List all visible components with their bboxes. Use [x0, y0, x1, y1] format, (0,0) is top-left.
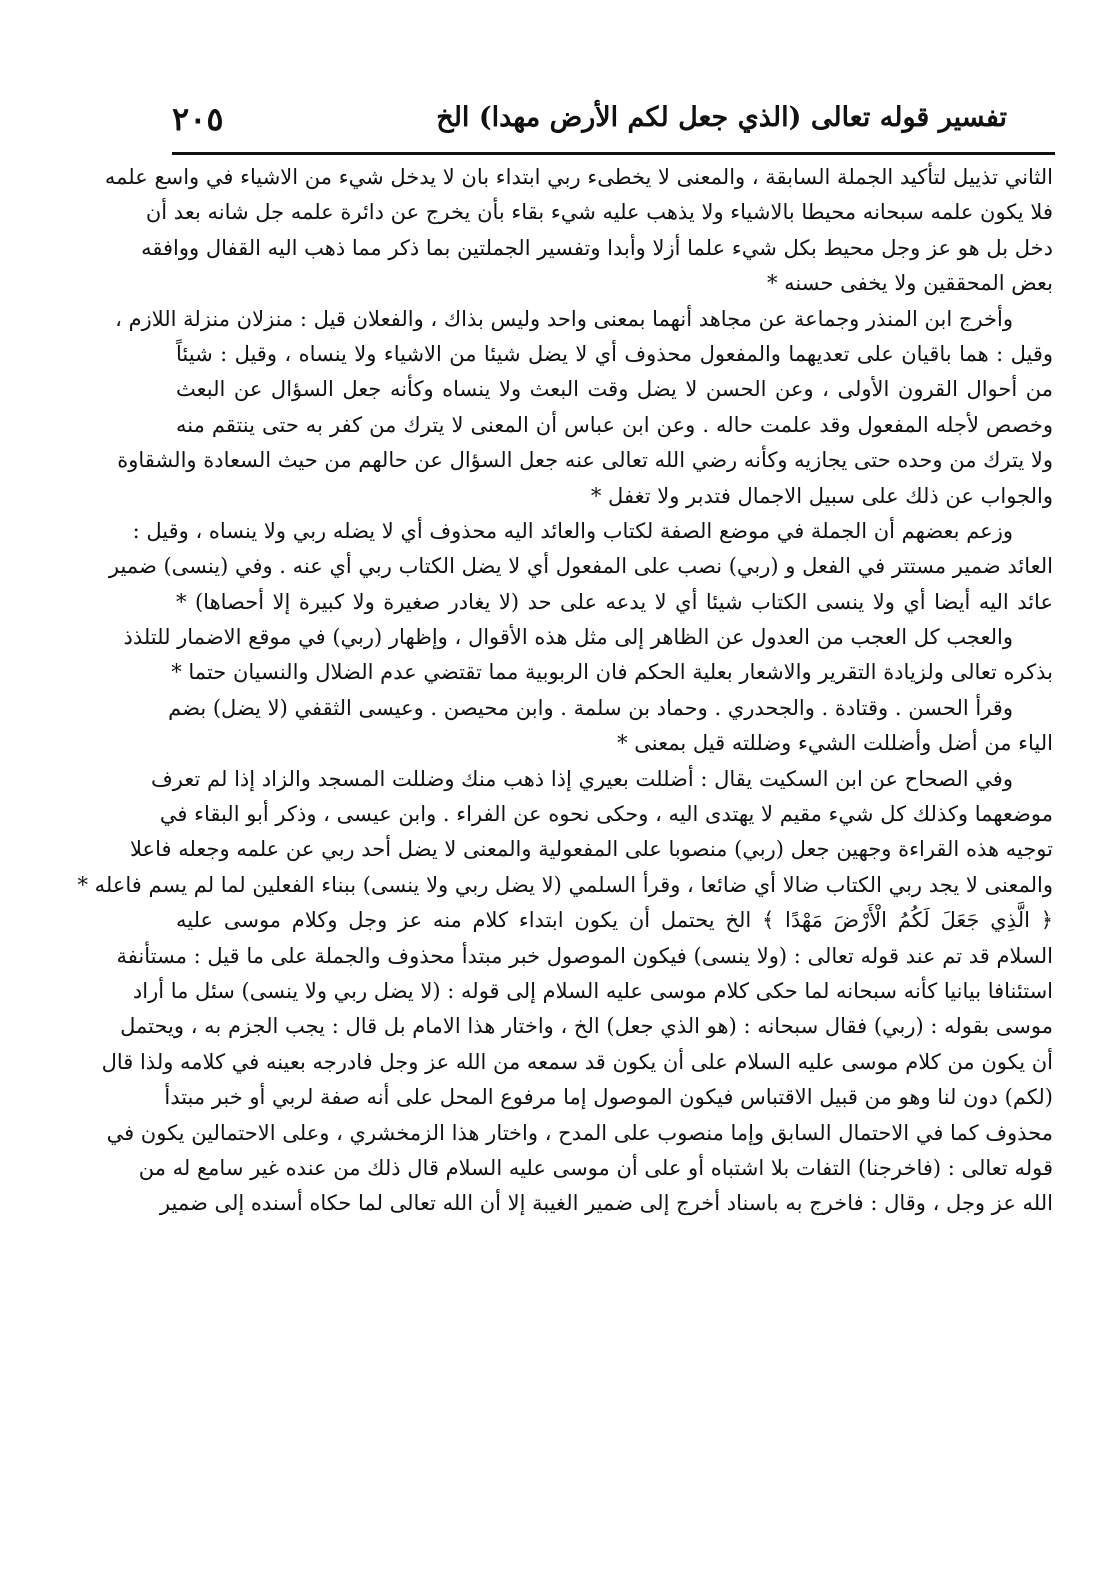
- text-line: فلا يكون علمه سبحانه محيطا بالاشياء ولا يذهب عليه شيء بقاء بأن يخرج عن دائرة علمه جل شانه بعد أن: [145, 200, 1053, 225]
- text-line: دخل بل هو عز وجل محيط بكل شيء علما أزلا وأبدا وتفسير الجملتين بما ذكر مما ذهب اليه القفال ووافقه: [141, 235, 1053, 260]
- text-line: وأخرج ابن المنذر وجماعة عن مجاهد أنهما بمعنى واحد وليس بذاك ، والفعلان قيل : منزلان منزلة اللازم ،: [115, 306, 1013, 331]
- text-line: وفي الصحاح عن ابن السكيت يقال : أضللت بعيري إذا ذهب منك وضللت المسجد والزاد إذا لم تعرف: [151, 766, 1013, 791]
- text-line: موسى بقوله : (ربي) فقال سبحانه : (هو الذي جعل) الخ ، واختار هذا الامام بل قال : يجب الجزم به ، ويحتمل: [120, 1014, 1053, 1039]
- text-line: بعض المحققين ولا يخفى حسنه *: [766, 271, 1053, 296]
- text-line: من أحوال القرون الأولى ، وعن الحسن لا يضل وقت البعث ولا ينساه وكأنه جعل السؤال عن البعث: [176, 377, 1053, 402]
- text-line: الثاني تذييل لتأكيد الجملة السابقة ، والمعنى لا يخطىء ربي ابتداء بان لا يدخل شيء من الاشياء في واسع علمه: [104, 165, 1053, 189]
- text-line: والعجب كل العجب من العدول عن الظاهر إلى مثل هذه الأقوال ، وإظهار (ربي) في موقع الاضمار للتلذذ: [123, 625, 1013, 650]
- text-line: محذوف كما في الاحتمال السابق وإما منصوب على المدح ، واختار هذا الزمخشري ، وعلى الاحتمالين يكون في: [106, 1120, 1053, 1145]
- text-line: بذكره تعالى ولزيادة التقرير والاشعار بعلية الحكم فان الربوبية مما تقتضي عدم الضلال والنسيان حتما *: [171, 660, 1053, 685]
- text-line: وقيل : هما باقيان على تعديهما والمفعول محذوف أي لا يضل شيئا من الاشياء ولا ينساه ، وقيل : شيئاً: [176, 341, 1053, 366]
- text-line: قوله تعالى : (فاخرجنا) التفات بلا اشتباه أو على أن موسى عليه السلام قال ذلك من عنده غير سامع له من: [138, 1155, 1053, 1180]
- text-line: الله عز وجل ، وقال : فاخرج به باسناد أخرج إلى ضمير الغيبة إلا أن الله تعالى لما حكاه أسنده إلى ضمير: [159, 1191, 1053, 1216]
- text-line: (لكم) دون لنا وهو من قبيل الاقتباس فيكون الموصول إما مرفوع المحل على أنه صفة لربي أو خبر مبتدأ: [164, 1085, 1053, 1110]
- page-header: [172, 96, 1055, 152]
- body-text: [77, 160, 1053, 1222]
- text-line: وزعم بعضهم أن الجملة في موضع الصفة لكتاب والعائد اليه محذوف أي لا يضله ربي ولا ينساه ، وقيل :: [132, 518, 1013, 543]
- text-line: والجواب عن ذلك على سبيل الاجمال فتدبر ولا تغفل *: [590, 483, 1053, 508]
- text-line: توجيه هذه القراءة وجهين جعل (ربي) منصوبا على المفعولية والمعنى لا يضل أحد ربي عن علمه وجعله فاعلا: [130, 837, 1053, 862]
- text-line: موضعهما وكذلك كل شيء مقيم لا يهتدى اليه ، وحكى نحوه عن الفراء . وابن عيسى ، وذكر أبو البقاء في: [159, 802, 1053, 827]
- text-line: وخصص لأجله المفعول وقد علمت حاله . وعن ابن عباس أن المعنى لا يترك من كفر به حتى ينتقم منه: [176, 412, 1053, 437]
- text-line: عائد اليه أيضا أي ولا ينسى الكتاب شيئا أي لا يدعه على حد (لا يغادر صغيرة ولا كبيرة إلا أحصاها) *: [176, 589, 1053, 614]
- text-line: وقرأ الحسن . وقتادة . والجحدري . وحماد بن سلمة . وابن محيصن . وعيسى الثقفي (لا يضل) بضم: [168, 695, 1013, 720]
- text-line: استئنافا بيانيا كأنه سبحانه لما حكى كلام موسى عليه السلام إلى قوله : (لا يضل ربي ولا ينسى) سئل ما أراد: [132, 978, 1053, 1003]
- text-line: أن يكون من كلام موسى عليه السلام على أن يكون قد سمعه من الله عز وجل فادرجه بعينه في كلامه ولذا قال: [101, 1049, 1053, 1074]
- text-line: ﴿ الَّذِي جَعَلَ لَكُمُ الْأَرْضَ مَهْدًا ﴾ الخ يحتمل أن يكون ابتداء كلام منه عز وجل وكلام موسى عليه: [176, 908, 1053, 933]
- text-line: والمعنى لا يجد ربي الكتاب ضالا أي ضائعا ، وقرأ السلمي (لا يضل ربي ولا ينسى) ببناء الفعلين لما لم يسم فاعله *: [77, 872, 1053, 897]
- text-line: السلام قد تم عند قوله تعالى : (ولا ينسى) فيكون الموصول خبر مبتدأ محذوف والجملة على ما قيل : مستأنفة: [116, 943, 1053, 968]
- text-line: الياء من أضل وأضللت الشيء وضللته قيل بمعنى *: [617, 731, 1053, 756]
- text-line: ولا يترك من وحده حتى يجازيه وكأنه رضي الله تعالى عنه جعل السؤال عن حالهم من حيث السعادة والشقاوة: [117, 448, 1053, 473]
- header-rule: [172, 152, 1055, 155]
- text-line: العائد ضمير مستتر في الفعل و (ربي) نصب على المفعول أي لا يضل الكتاب ربي أي عنه . وفي (ينسى) ضمير: [108, 554, 1053, 579]
- running-title: تفسير قوله تعالى (الذي جعل لكم الأرض مهدا) الخ: [436, 102, 1007, 133]
- page-number: ٢٠٥: [172, 100, 224, 138]
